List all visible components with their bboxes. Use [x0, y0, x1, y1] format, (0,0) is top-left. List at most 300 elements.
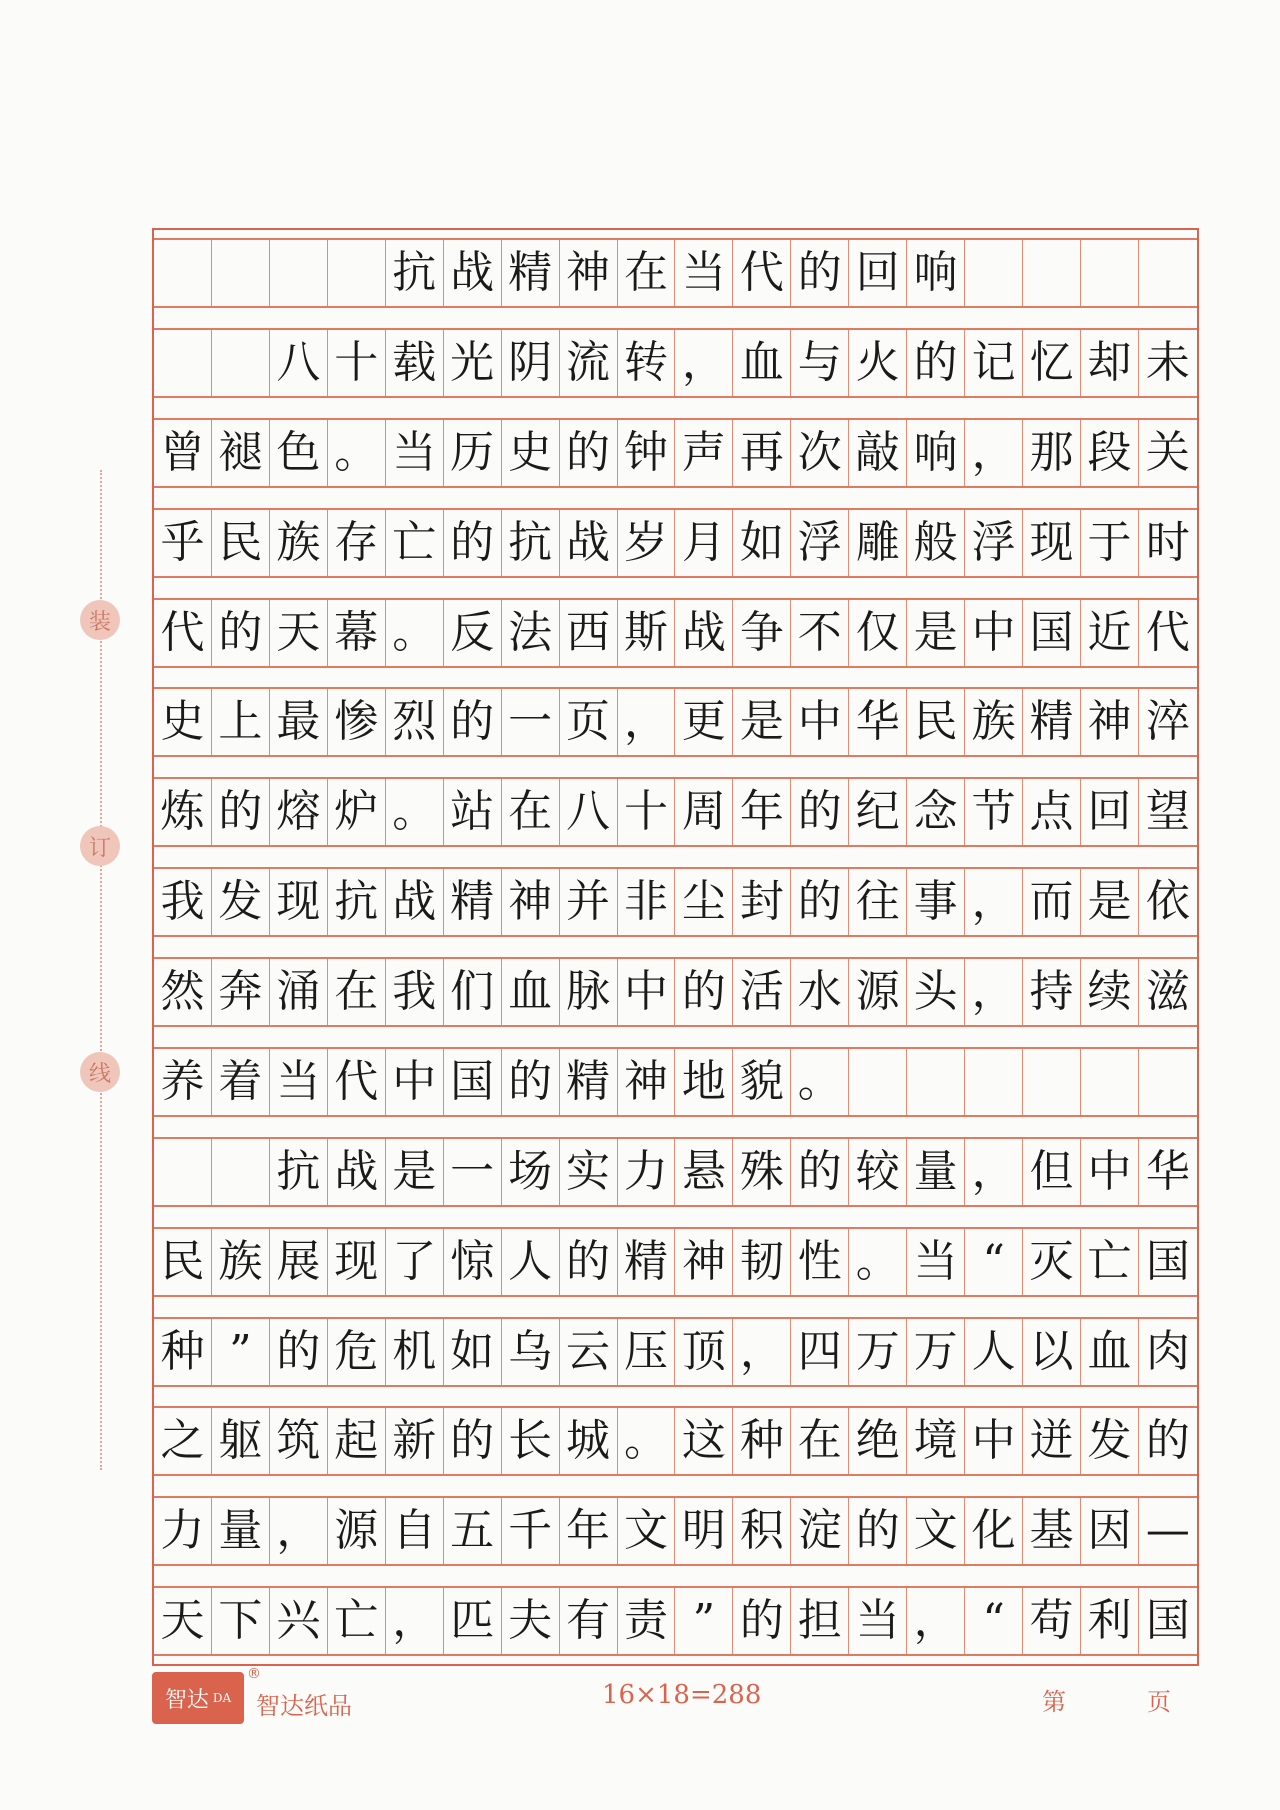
grid-cell: 而: [1023, 869, 1081, 935]
grid-cell: 然: [154, 959, 212, 1025]
brand-name: 智达纸品: [256, 1692, 352, 1720]
grid-cell: 精: [560, 1049, 618, 1115]
grid-cell: 战: [560, 510, 618, 576]
grid-cell: 不: [791, 600, 849, 666]
grid-cell: 躯: [212, 1408, 270, 1474]
grid-cell: 般: [907, 510, 965, 576]
grid-cell: 八: [270, 330, 328, 396]
brand-logo-sub: DA: [212, 1691, 232, 1705]
grid-cell: 族: [212, 1229, 270, 1295]
grid-cell: 。: [618, 1408, 676, 1474]
grid-cell: 量: [212, 1498, 270, 1564]
grid-cell: 云: [560, 1319, 618, 1385]
grid-cell: 文: [618, 1498, 676, 1564]
grid-cell: 们: [444, 959, 502, 1025]
grid-cell: 当: [849, 1588, 907, 1654]
grid-cell: 历: [444, 420, 502, 486]
grid-cell: 这: [675, 1408, 733, 1474]
grid-row: [154, 1137, 1197, 1207]
grid-cell: 亡: [1081, 1229, 1139, 1295]
grid-cell: ，: [386, 1588, 444, 1654]
grid-cell: 如: [733, 510, 791, 576]
grid-row: [154, 598, 1197, 668]
grid-cell: 我: [154, 869, 212, 935]
grid-cell: 的: [444, 1408, 502, 1474]
grid-cell: 实: [560, 1139, 618, 1205]
grid-cell: 中: [386, 1049, 444, 1115]
grid-cell: 在: [328, 959, 386, 1025]
grid-cell: 城: [560, 1408, 618, 1474]
grid-cell: 奔: [212, 959, 270, 1025]
grid-row: [154, 238, 1197, 308]
grid-cell: 苟: [1023, 1588, 1081, 1654]
grid-cell: 望: [1145, 786, 1190, 838]
title-cell: 抗: [386, 240, 444, 306]
grid-cell: 境: [907, 1408, 965, 1474]
grid-cell: 光: [444, 330, 502, 396]
grid-cell: 貌: [733, 1049, 791, 1115]
grid-cell: 文: [907, 1498, 965, 1564]
grid-cell: [154, 1139, 212, 1205]
grid-cell: 站: [444, 779, 502, 845]
grid-cell: 的: [502, 1049, 560, 1115]
grid-cell: 斯: [618, 600, 676, 666]
grid-cell: 的: [791, 1139, 849, 1205]
grid-cell: 迸: [1023, 1408, 1081, 1474]
grid-cell: 新: [386, 1408, 444, 1474]
grid-cell: 淀: [791, 1498, 849, 1564]
grid-cell: 八: [560, 779, 618, 845]
grid-cell: 神: [502, 869, 560, 935]
grid-cell: 淬: [1145, 696, 1190, 748]
grid-cell: 涌: [270, 959, 328, 1025]
grid-cell: ，: [965, 420, 1023, 486]
title-cell: [1023, 240, 1081, 306]
grid-cell: 精: [444, 869, 502, 935]
title-cell: [212, 240, 270, 306]
grid-cell: 量: [907, 1139, 965, 1205]
title-cell: 的: [791, 240, 849, 306]
grid-cell: 代: [154, 600, 212, 666]
grid-cell: 尘: [675, 869, 733, 935]
grid-cell: 较: [849, 1139, 907, 1205]
title-cell: 神: [560, 240, 618, 306]
grid-cell: 以: [1023, 1319, 1081, 1385]
grid-cell: 发: [1081, 1408, 1139, 1474]
grid-cell: 在: [791, 1408, 849, 1474]
grid-cell: 的: [1145, 1415, 1190, 1467]
title-cell: 精: [502, 240, 560, 306]
grid-cell: 响: [907, 420, 965, 486]
grid-cell: 机: [386, 1319, 444, 1385]
grid-cell: 血: [502, 959, 560, 1025]
grid-cell: 筑: [270, 1408, 328, 1474]
grid-cell: —: [1145, 1505, 1190, 1557]
grid-cell: 族: [270, 510, 328, 576]
grid-cell: 岁: [618, 510, 676, 576]
grid-cell: 争: [733, 600, 791, 666]
grid-cell: ，: [965, 1139, 1023, 1205]
grid-cell: ，: [733, 1319, 791, 1385]
grid-cell: 是: [733, 689, 791, 755]
grid-cell: 中: [965, 1408, 1023, 1474]
grid-cell: 抗: [502, 510, 560, 576]
grid-cell: 灭: [1023, 1229, 1081, 1295]
grid-cell: 史: [502, 420, 560, 486]
grid-cell: 抗: [270, 1139, 328, 1205]
grid-cell: 利: [1081, 1588, 1139, 1654]
binding-mark-xian: 线: [80, 1052, 120, 1092]
title-cell: 战: [444, 240, 502, 306]
grid-cell: 我: [386, 959, 444, 1025]
grid-cell: 天: [270, 600, 328, 666]
grid-cell: 地: [675, 1049, 733, 1115]
grid-cell: 次: [791, 420, 849, 486]
grid-cell: 民: [212, 510, 270, 576]
grid-cell: 褪: [212, 420, 270, 486]
grid-cell: 国: [1145, 1235, 1190, 1287]
grid-cell: ，: [965, 869, 1023, 935]
grid-cell: 担: [791, 1588, 849, 1654]
grid-cell: 的: [907, 330, 965, 396]
grid-cell: [212, 1139, 270, 1205]
grid-cell: 却: [1081, 330, 1139, 396]
grid-cell: 页: [560, 689, 618, 755]
grid-cell: 民: [907, 689, 965, 755]
grid-cell: 年: [733, 779, 791, 845]
grid-cell: 力: [154, 1498, 212, 1564]
grid-cell: 精: [1023, 689, 1081, 755]
grid-cell: 熔: [270, 779, 328, 845]
grid-cell: 肉: [1145, 1325, 1190, 1377]
grid-cell: 民: [154, 1229, 212, 1295]
title-cell: [965, 240, 1023, 306]
grid-row: [154, 687, 1197, 757]
grid-cell: 夫: [502, 1588, 560, 1654]
title-cell: 当: [675, 240, 733, 306]
grid-row: [154, 1227, 1197, 1297]
grid-cell: 绝: [849, 1408, 907, 1474]
grid-cell: 的: [675, 959, 733, 1025]
grid-cell: 现: [328, 1229, 386, 1295]
grid-cell: 人: [502, 1229, 560, 1295]
grid-cell: 存: [328, 510, 386, 576]
grid-cell: 现: [270, 869, 328, 935]
grid-cell: 是: [386, 1139, 444, 1205]
grid-cell: 的: [444, 689, 502, 755]
grid-cell: 力: [618, 1139, 676, 1205]
grid-cell: 近: [1081, 600, 1139, 666]
grid-cell: 非: [618, 869, 676, 935]
grid-cell: 神: [675, 1229, 733, 1295]
grid-cell: 十: [328, 330, 386, 396]
grid-cell: 当: [270, 1049, 328, 1115]
grid-cell: 仅: [849, 600, 907, 666]
grid-cell: 五: [444, 1498, 502, 1564]
grid-cell: 炼: [154, 779, 212, 845]
grid-cell: 展: [270, 1229, 328, 1295]
grid-cell: 更: [675, 689, 733, 755]
grid-cell: 的: [560, 1229, 618, 1295]
grid-cell: 的: [791, 779, 849, 845]
grid-cell: 持: [1023, 959, 1081, 1025]
grid-cell: 曾: [154, 420, 212, 486]
grid-cell: 流: [560, 330, 618, 396]
grid-cell: 国: [1023, 600, 1081, 666]
grid-cell: 四: [791, 1319, 849, 1385]
grid-cell: 月: [675, 510, 733, 576]
title-cell: 回: [849, 240, 907, 306]
grid-cell: 封: [733, 869, 791, 935]
grid-cell: 韧: [733, 1229, 791, 1295]
grid-cell: 养: [154, 1049, 212, 1115]
grid-cell: 责: [618, 1588, 676, 1654]
grid-cell: [212, 330, 270, 396]
grid-cell: 上: [212, 689, 270, 755]
grid-cell: 十: [618, 779, 676, 845]
brand-logo-text: 智达: [164, 1687, 209, 1713]
grid-cell: 敲: [849, 420, 907, 486]
grid-cell: 惨: [328, 689, 386, 755]
grid-cell: 法: [502, 600, 560, 666]
grid-cell: 战: [675, 600, 733, 666]
grid-cell: 的: [270, 1319, 328, 1385]
title-cell: [328, 240, 386, 306]
grid-cell: 万: [907, 1319, 965, 1385]
grid-row: [154, 1317, 1197, 1387]
page-number-suffix: 页: [1147, 1688, 1171, 1716]
grid-cell: 。: [849, 1229, 907, 1295]
brand-logo: [152, 1672, 244, 1724]
grid-cell: 忆: [1023, 330, 1081, 396]
title-cell: 响: [907, 240, 965, 306]
grid-cell: 。: [791, 1049, 849, 1115]
grid-cell: 周: [675, 779, 733, 845]
grid-cell: 危: [328, 1319, 386, 1385]
grid-cell: ”: [675, 1588, 733, 1654]
grid-cell: 纪: [849, 779, 907, 845]
grid-row: [154, 1496, 1197, 1566]
grid-cell: 当: [907, 1229, 965, 1295]
grid-cell: 关: [1145, 426, 1190, 478]
grid-cell: [965, 1049, 1023, 1115]
grid-cell: 念: [907, 779, 965, 845]
grid-cell: 基: [1023, 1498, 1081, 1564]
grid-cell: 战: [328, 1139, 386, 1205]
grid-row: [154, 867, 1197, 937]
grid-cell: 中: [965, 600, 1023, 666]
grid-cell: 化: [965, 1498, 1023, 1564]
grid-row: [154, 418, 1197, 488]
grid-cell: 中: [791, 689, 849, 755]
grid-cell: 点: [1023, 779, 1081, 845]
grid-row: [154, 508, 1197, 578]
grid-cell: 自: [386, 1498, 444, 1564]
grid-cell: 史: [154, 689, 212, 755]
grid-cell: [1023, 1049, 1081, 1115]
grid-cell: 性: [791, 1229, 849, 1295]
grid-cell: 的: [212, 779, 270, 845]
grid-cell: 悬: [675, 1139, 733, 1205]
grid-cell: 于: [1081, 510, 1139, 576]
grid-cell: 匹: [444, 1588, 502, 1654]
grid-cell: 当: [386, 420, 444, 486]
title-cell: 代: [733, 240, 791, 306]
grid-cell: 年: [560, 1498, 618, 1564]
grid-cell: ，: [965, 959, 1023, 1025]
grid-row: [154, 1047, 1197, 1117]
grid-cell: 乌: [502, 1319, 560, 1385]
grid-cell: 的: [560, 420, 618, 486]
grid-cell: 天: [154, 1588, 212, 1654]
grid-row: [154, 777, 1197, 847]
grid-cell: 族: [965, 689, 1023, 755]
grid-cell: 的: [444, 510, 502, 576]
title-cell: [1081, 240, 1139, 306]
grid-cell: [1139, 1049, 1197, 1115]
grid-cell: 雕: [849, 510, 907, 576]
grid-cell: 如: [444, 1319, 502, 1385]
grid-cell: 人: [965, 1319, 1023, 1385]
grid-cell: 场: [502, 1139, 560, 1205]
grid-cell: 再: [733, 420, 791, 486]
grid-cell: 压: [618, 1319, 676, 1385]
grid-cell: 最: [270, 689, 328, 755]
grid-cell: 之: [154, 1408, 212, 1474]
grid-cell: 活: [733, 959, 791, 1025]
grid-cell: 中: [618, 959, 676, 1025]
grid-cell: 那: [1023, 420, 1081, 486]
grid-cell: 中: [1081, 1139, 1139, 1205]
page-number-label: 第: [1042, 1688, 1066, 1716]
composition-grid: [152, 228, 1199, 1666]
grid-cell: 一: [502, 689, 560, 755]
grid-cell: 。: [328, 420, 386, 486]
grid-cell: 起: [328, 1408, 386, 1474]
grid-cell: 浮: [791, 510, 849, 576]
grid-cell: 一: [444, 1139, 502, 1205]
grid-cell: 声: [675, 420, 733, 486]
grid-cell: 神: [1081, 689, 1139, 755]
grid-cell: 。: [386, 600, 444, 666]
grid-cell: 的: [791, 869, 849, 935]
grid-cell: 记: [965, 330, 1023, 396]
grid-cell: 亡: [328, 1588, 386, 1654]
grid-cell: 着: [212, 1049, 270, 1115]
grid-cell: ，: [675, 330, 733, 396]
grid-cell: 亡: [386, 510, 444, 576]
grid-cell: 惊: [444, 1229, 502, 1295]
grid-cell: 阴: [502, 330, 560, 396]
grid-cell: 西: [560, 600, 618, 666]
grid-cell: 源: [328, 1498, 386, 1564]
grid-cell: “: [965, 1588, 1023, 1654]
title-cell: [154, 240, 212, 306]
grid-cell: 烈: [386, 689, 444, 755]
grid-cell: 血: [1081, 1319, 1139, 1385]
grid-cell: 因: [1081, 1498, 1139, 1564]
grid-cell: 了: [386, 1229, 444, 1295]
registered-mark: ®: [247, 1666, 261, 1682]
grid-cell: 神: [618, 1049, 676, 1115]
grid-cell: 代: [1145, 606, 1190, 658]
grid-cell: 钟: [618, 420, 676, 486]
grid-cell: 华: [849, 689, 907, 755]
grid-cell: 万: [849, 1319, 907, 1385]
grid-cell: 有: [560, 1588, 618, 1654]
grid-cell: 血: [733, 330, 791, 396]
grid-cell: 幕: [328, 600, 386, 666]
grid-cell: 载: [386, 330, 444, 396]
grid-cell: 。: [386, 779, 444, 845]
grid-cell: 长: [502, 1408, 560, 1474]
grid-cell: 续: [1081, 959, 1139, 1025]
grid-cell: 乎: [154, 510, 212, 576]
grid-cell: 明: [675, 1498, 733, 1564]
grid-cell: 殊: [733, 1139, 791, 1205]
title-cell: [270, 240, 328, 306]
grid-cell: 兴: [270, 1588, 328, 1654]
grid-row: [154, 1586, 1197, 1656]
grid-cell: 的: [849, 1498, 907, 1564]
grid-cell: ”: [212, 1319, 270, 1385]
grid-cell: 种: [154, 1319, 212, 1385]
grid-cell: 回: [1081, 779, 1139, 845]
grid-cell: “: [965, 1229, 1023, 1295]
grid-cell: 转: [618, 330, 676, 396]
grid-cell: 反: [444, 600, 502, 666]
grid-cell: 源: [849, 959, 907, 1025]
grid-cell: ，: [270, 1498, 328, 1564]
grid-cell: 滋: [1145, 966, 1190, 1017]
grid-cell: 抗: [328, 869, 386, 935]
grid-row: [154, 1406, 1197, 1476]
grid-cell: 并: [560, 869, 618, 935]
grid-cell: 脉: [560, 959, 618, 1025]
grid-cell: 未: [1145, 336, 1190, 388]
grid-spec: 16×18=288: [602, 1680, 762, 1710]
grid-cell: 但: [1023, 1139, 1081, 1205]
title-cell: 在: [618, 240, 676, 306]
grid-cell: 华: [1145, 1145, 1190, 1197]
grid-cell: 色: [270, 420, 328, 486]
grid-cell: ，: [618, 689, 676, 755]
grid-cell: 浮: [965, 510, 1023, 576]
grid-cell: 国: [444, 1049, 502, 1115]
grid-cell: [907, 1049, 965, 1115]
grid-row: [154, 328, 1197, 398]
grid-cell: [1081, 1049, 1139, 1115]
grid-cell: 炉: [328, 779, 386, 845]
grid-cell: 火: [849, 330, 907, 396]
grid-cell: 依: [1145, 876, 1190, 928]
grid-cell: 段: [1081, 420, 1139, 486]
grid-cell: 水: [791, 959, 849, 1025]
grid-cell: 时: [1145, 516, 1190, 568]
grid-cell: 千: [502, 1498, 560, 1564]
grid-cell: [849, 1049, 907, 1115]
binding-mark-ding: 订: [80, 826, 120, 866]
grid-cell: 是: [907, 600, 965, 666]
grid-cell: 的: [212, 600, 270, 666]
grid-cell: 与: [791, 330, 849, 396]
grid-cell: 代: [328, 1049, 386, 1115]
grid-cell: 战: [386, 869, 444, 935]
grid-cell: 往: [849, 869, 907, 935]
grid-cell: 种: [733, 1408, 791, 1474]
grid-cell: 下: [212, 1588, 270, 1654]
title-cell: [1139, 240, 1197, 306]
